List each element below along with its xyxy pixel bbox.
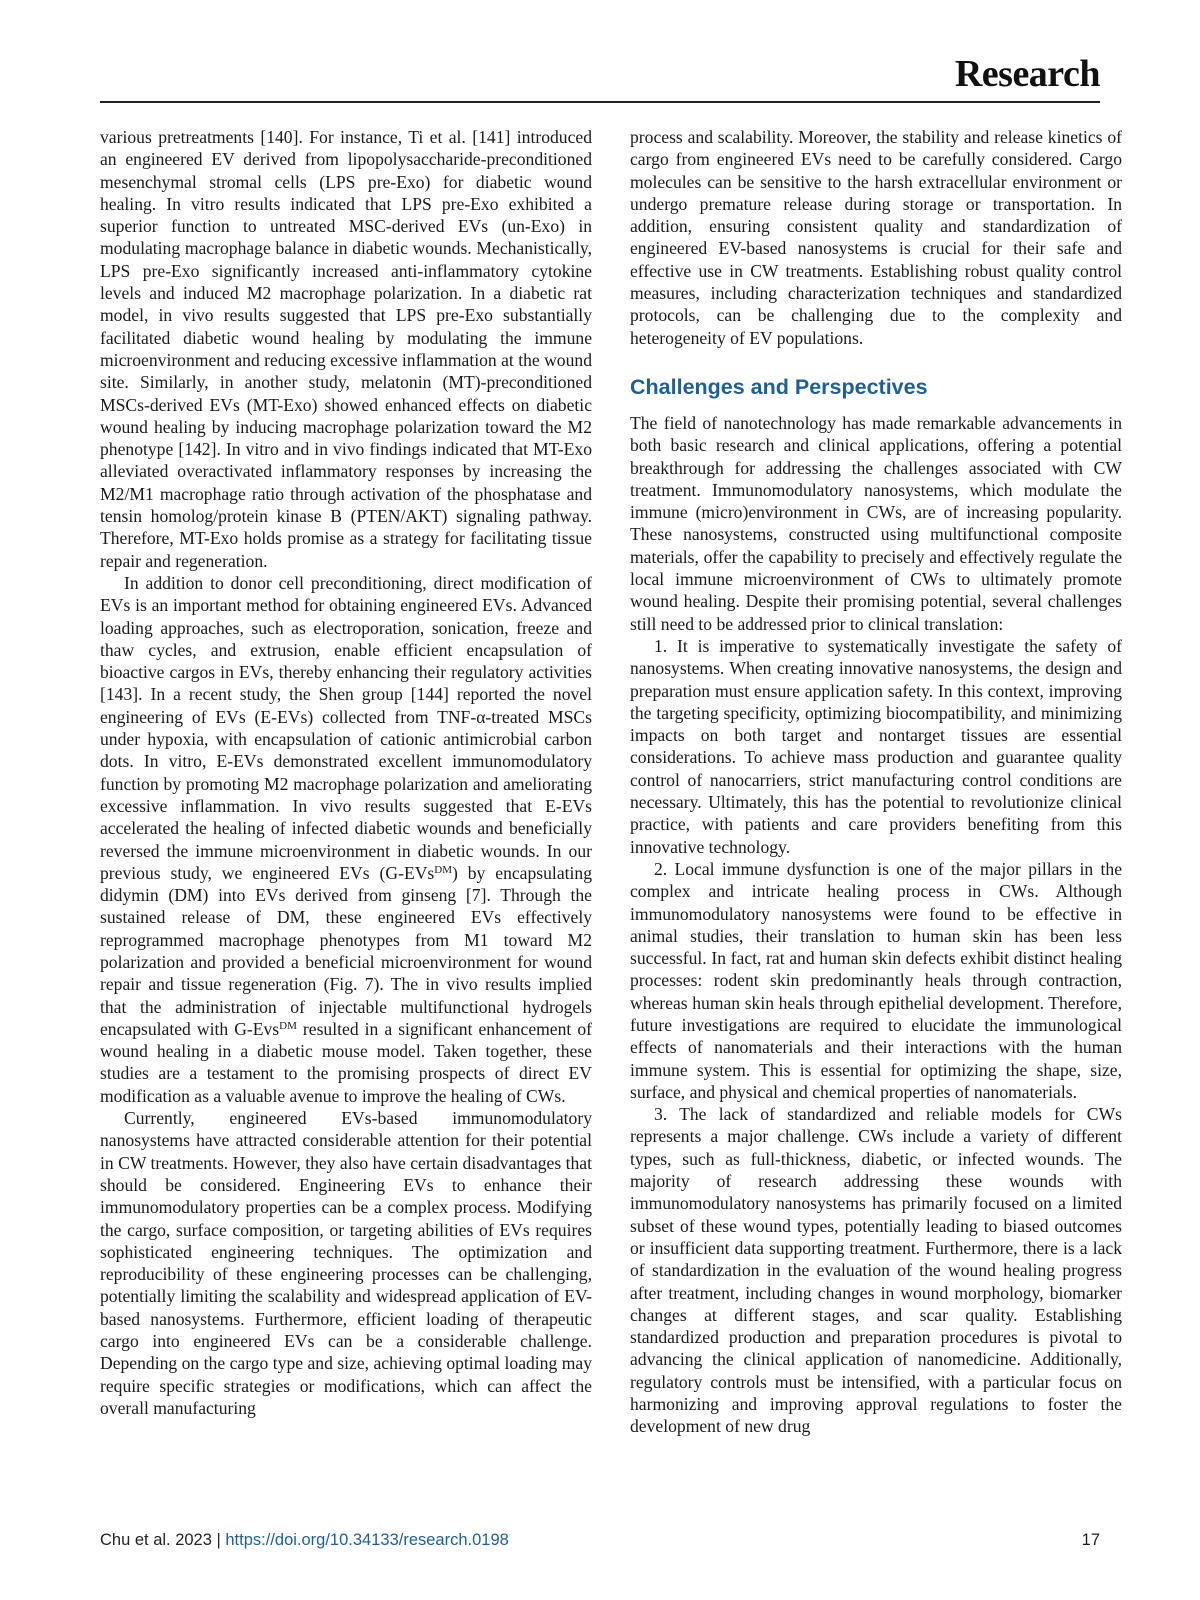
superscript-dm-1: DM bbox=[434, 863, 452, 876]
left-paragraph-2-part-b: ) by encapsulating didymin (DM) into EVs derived from ginseng [7]. Through the sustained release of DM, these engineered EVs effectively reprogrammed macrophage phenotypes from M1 toward M2 polarization and provided a beneficial microenvironment for wound repair and tissue regeneration (Fig. 7). The in vivo results implied that the administration of injectable multifunctional hydrogels encapsulated with G-Evs bbox=[100, 862, 592, 1039]
left-paragraph-2-part-a: In addition to donor cell preconditioning, direct modification of EVs is an important method for obtaining engineered EVs. Advanced loading approaches, such as electroporation, sonication, freeze and thaw cycles, and extrusion, enable efficient encapsulation of bioactive cargos in EVs, thereby enhancing their regulatory activities [143]. In a recent study, the Shen group [144] reported the novel engineering of EVs (E-EVs) collected from TNF-α-treated MSCs under hypoxia, with encapsulation of cationic antimicrobial carbon dots. In vitro, E-EVs demonstrated excellent immunomodulatory function by promoting M2 macrophage polarization and ameliorating excessive inflammation. In vivo results suggested that E-EVs accelerated the healing of infected diabetic wounds and beneficially reversed the immune microenvironment in diabetic wounds. In our previous study, we engineered EVs (G-EVs bbox=[100, 572, 592, 883]
journal-name: Research bbox=[954, 53, 1100, 95]
superscript-dm-2: DM bbox=[279, 1019, 297, 1032]
left-paragraph-3: Currently, engineered EVs-based immunomodulatory nanosystems have attracted considerable attention for their potential in CW treatments. However, they also have certain disadvantages that should be considered. Engineering EVs to enhance their immunomodulatory properties can be a complex process. Modifying the cargo, surface composition, or targeting abilities of EVs requires sophisticated engineering techniques. The optimization and reproducibility of these engineering processes can be challenging, potentially limiting the scalability and widespread application of EV-based nanosystems. Furthermore, efficient loading of therapeutic cargo into engineered EVs can be a considerable challenge. Depending on the cargo type and size, achieving optimal loading may require specific strategies or modifications, which can affect the overall manufacturing bbox=[100, 1108, 592, 1418]
right-paragraph-2: The field of nanotechnology has made remarkable advancements in both basic research and clinical applications, offering a potential breakthrough for addressing the challenges associated with CW treatment. Immunomodulatory nanosystems, which modulate the immune (micro)environment in CWs, are of increasing popularity. These nanosystems, constructed using multifunctional composite materials, offer the capability to precisely and effectively regulate the local immune microenvironment of CWs to ultimately promote wound healing. Despite their promising potential, several challenges still need to be addressed prior to clinical translation: bbox=[630, 412, 1122, 634]
list-item-2: 2. Local immune dysfunction is one of the major pillars in the complex and intricate healing process in CWs. Although immunomodulatory nanosystems were found to be effective in animal studies, their translation to human skin has been less successful. In fact, rat and human skin defects exhibit distinct healing processes: rodent skin predominantly heals through contraction, whereas human skin heals through epithelial development. Therefore, future investigations are required to elucidate the immunological effects of nanomaterials and their interactions with the human immune system. This is essential for optimizing the shape, size, surface, and physical and chemical properties of nanomaterials. bbox=[630, 858, 1122, 1102]
left-paragraph-1: various pretreatments [140]. For instance, Ti et al. [141] introduced an engineered EV derived from lipopolysaccharide-preconditioned mesenchymal stromal cells (LPS pre-Exo) for diabetic wound healing. In vitro results indicated that LPS pre-Exo exhibited a superior function to untreated MSC-derived EVs (un-Exo) in modulating macrophage balance in diabetic wounds. Mechanistically, LPS pre-Exo significantly increased anti-inflammatory cytokine levels and induced M2 macrophage polarization. In a diabetic rat model, in vivo results suggested that LPS pre-Exo substantially facilitated diabetic wound healing by modulating the immune microenvironment and reducing excessive inflammation at the wound site. Similarly, in another study, melatonin (MT)-preconditioned MSCs-derived EVs (MT-Exo) showed enhanced effects on diabetic wound healing by inducing macrophage polarization toward the M2 phenotype [142]. In vitro and in vivo findings indicated that MT-Exo alleviated overactivated inflammatory responses by increasing the M2/M1 macrophage ratio through activation of the phosphatase and tensin homolog/protein kinase B (PTEN/AKT) signaling pathway. Therefore, MT-Exo holds promise as a strategy for facilitating tissue repair and regeneration. bbox=[100, 127, 592, 571]
section-heading: Challenges and Perspectives bbox=[630, 374, 928, 399]
footer bbox=[100, 1531, 1100, 1550]
page-number: 17 bbox=[1081, 1531, 1100, 1549]
header-rule bbox=[100, 101, 1100, 103]
list-item-3: 3. The lack of standardized and reliable models for CWs represents a major challenge. CWs include a variety of different types, such as full-thickness, diabetic, or infected wounds. The majority of research addressing these wounds with immunomodulatory nanosystems has primarily focused on a limited subset of these wound types, potentially leading to biased outcomes or insufficient data supporting treatment. Furthermore, there is a lack of standardization in the evaluation of the wound healing progress after treatment, including changes in wound morphology, biomarker changes at different stages, and scar quality. Establishing standardized production and preparation procedures is pivotal to advancing the clinical application of nanomedicine. Additionally, regulatory controls must be intensified, with a particular focus on harmonizing and improving approval regulations to foster the development of new drug bbox=[630, 1104, 1122, 1437]
footer-citation: Chu et al. 2023 | bbox=[100, 1531, 226, 1549]
left-paragraph-2-part-c: resulted in a significant enhancement of wound healing in a diabetic mouse model. Taken together, these studies are a testament to the promising prospects of direct EV modification as a valuable avenue to improve the healing of CWs. bbox=[100, 1018, 592, 1106]
doi-link[interactable]: https://doi.org/10.34133/research.0198 bbox=[225, 1531, 509, 1549]
right-paragraph-1: process and scalability. Moreover, the stability and release kinetics of cargo from engineered EVs need to be carefully considered. Cargo molecules can be sensitive to the harsh extracellular environment or undergo premature release during storage or transportation. In addition, ensuring consistent quality and standardization of engineered EV-based nanosystems is crucial for their safe and effective use in CW treatments. Establishing robust quality control measures, including characterization techniques and standardized protocols, can be challenging due to the complexity and heterogeneity of EV populations. bbox=[630, 127, 1122, 348]
left-column bbox=[100, 126, 592, 1419]
right-column bbox=[630, 126, 1122, 1438]
list-item-1: 1. It is imperative to systematically investigate the safety of nanosystems. When creating innovative nanosystems, the design and preparation must ensure application safety. In this context, improving the targeting specificity, optimizing biocompatibility, and minimizing impacts on both target and nontarget tissues are essential considerations. To achieve mass production and guarantee quality control of nanocarriers, strict manufacturing control conditions are necessary. Ultimately, this has the potential to revolutionize clinical practice, with patients and care providers benefiting from this innovative technology. bbox=[630, 635, 1122, 857]
left-paragraph-2 bbox=[100, 572, 592, 1107]
